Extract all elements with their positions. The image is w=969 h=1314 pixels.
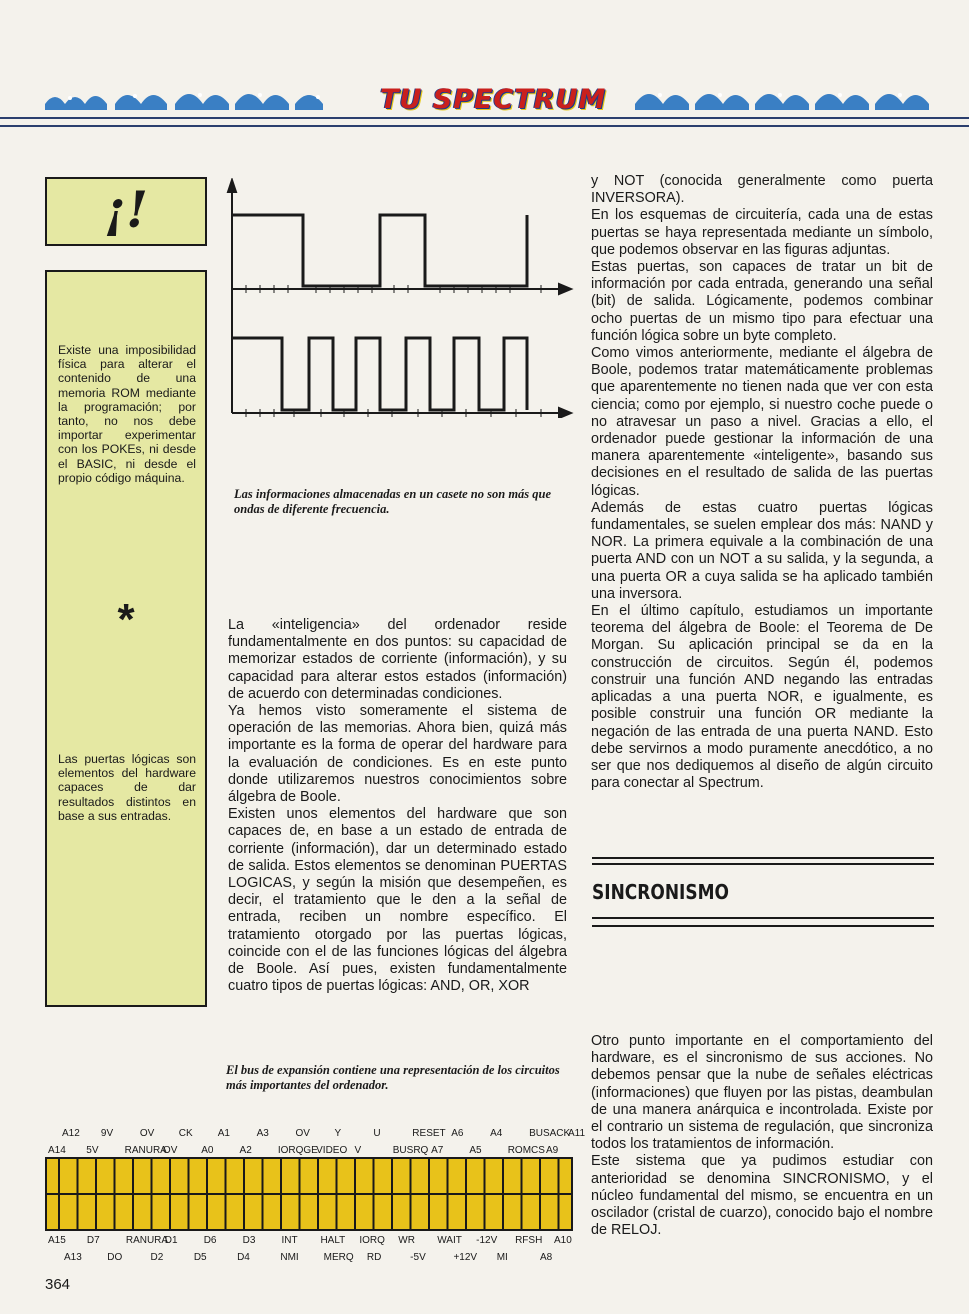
bus-pin-label: A2	[239, 1145, 252, 1156]
sidebar-text-rom: Existe una imposibilidad física para alterar el contenido de una memoria ROM mediante la programación; por tanto, no nos debe importar experimentar con los POKEs, ni desde el BASIC, ni desde el propio código máquina.	[58, 343, 196, 485]
bus-pin-label: BUSACK	[529, 1128, 571, 1139]
paragraph: Como vimos anteriormente, mediante el álgebra de Boole, podemos tratar matemáticamente problemas que aparentemente no tienen nada que ver con esta ciencia; como por ejemplo, si nuestro coche puede o no atravesar un paso a nivel. Gracias a ello, el ordenador puede gestionar la información de una manera aparentemente «inteligente», basando sus decisiones en el resultado de salida de las puertas lógicas.	[591, 345, 933, 499]
bus-pin-label: D7	[86, 1235, 100, 1246]
bus-pin-label: A7	[431, 1145, 444, 1156]
right-column-text	[591, 173, 933, 792]
bus-pin-label: A14	[48, 1145, 66, 1156]
paragraph: Existen unos elementos del hardware que son capaces de, en base a un estado de entrada de corriente (información), dar un determinado estado de salida. Estos elementos se denominan PUERTAS LOGICAS, y según la misión que desempeñen, es decir, el tratamiento que le den a la señal de entrada, reciben un nombre específico. El tratamiento otorgado por las puertas lógicas, coincide con el de las funciones lógicas del álgebra de Boole. Así pues, existen fundamentalmente cuatro tipos de puertas lógicas: AND, OR, XOR	[228, 806, 567, 995]
middle-column-text	[228, 617, 567, 995]
bus-pin-label: A10	[554, 1235, 572, 1246]
wave-figure-caption: Las informaciones almacenadas en un casete no son más que ondas de diferente frecuencia.	[234, 487, 552, 516]
paragraph: Además de estas cuatro puertas lógicas fundamentales, se suelen emplear dos más: NAND y NOR. La primera equivale a la combinación de una puerta AND con un NOT a su salida, y la segunda, a una puerta OR a cuya salida se ha aplicado también una inversora.	[591, 499, 933, 602]
paragraph: Estas puertas, son capaces de tratar un bit de información por cada entrada, generando una señal (bit) de salida. Lógicamente, podemos combinar ocho puertas de un mismo tipo para efectuar una función lógica sobre un byte completo.	[591, 259, 933, 344]
bus-pin-label: A15	[48, 1235, 66, 1246]
bus-pin-label: U	[373, 1128, 381, 1139]
bus-pin-label: +12V	[453, 1252, 478, 1263]
bus-pin-label: MERQ	[323, 1252, 354, 1263]
sidebar-box	[45, 270, 207, 1007]
bus-pin-label: IORQ	[359, 1235, 385, 1246]
bus-pin-label: ROMCS	[507, 1145, 545, 1156]
bus-pin-label: HALT	[320, 1235, 346, 1246]
paragraph: En el último capítulo, estudiamos un importante teorema del álgebra de Boole: el Teorema de De Morgan. Su aplicación principal se da en la construcción de circuitos. Según él, podemos construir una función AND negando las entradas aplicadas a una puerta NOR, e igualmente, es posible construir una función OR mediante la negación de las entrada de una puerta NAND. Esto debe servirnos a modo puramente anecdótico, a no ser que nos dediquemos al diseño de algún circuito para conectar al Spectrum.	[591, 603, 933, 792]
bus-pin-label: -12V	[476, 1235, 498, 1246]
bus-pin-label: WAIT	[437, 1235, 462, 1246]
bus-pin-label: RFSH	[515, 1235, 543, 1246]
section-rule	[592, 863, 934, 865]
asterisk-icon: *	[117, 595, 135, 644]
bus-pin-label: A3	[256, 1128, 269, 1139]
bus-pin-label: A5	[469, 1145, 482, 1156]
bus-pin-label: OV	[295, 1128, 310, 1139]
paragraph: La «inteligencia» del ordenador reside fundamentalmente en dos puntos: su capacidad de memorizar estados de corriente (información), y su capacidad para alterar estos estados (información) de acuerdo con determinadas condiciones.	[228, 617, 567, 702]
section-heading: SINCRONISMO	[592, 880, 729, 904]
bus-pin-label: D3	[242, 1235, 256, 1246]
bus-connector-icon	[45, 1157, 585, 1233]
bus-pin-label: D5	[193, 1252, 207, 1263]
arrow-right-icon	[559, 408, 571, 418]
bus-pin-label: RANURA	[125, 1235, 169, 1246]
bus-pin-label: CK	[178, 1128, 193, 1139]
exclaim-mark: ¡!	[104, 180, 148, 239]
bus-pin-label: OV	[139, 1128, 155, 1139]
bus-labels-row1	[45, 1128, 585, 1140]
wave-high-frequency	[232, 338, 527, 410]
paragraph: Otro punto importante en el comportamiento del hardware, es el sincronismo de sus acciones. No debemos pensar que la nube de señales eléctricas (informaciones) que fluyen por las pistas, deambulan de una manera anárquica e incontrolada. Existe por el contrario un sistema de regulación, que sincroniza todos los tratamientos de información.	[591, 1033, 933, 1153]
bus-pin-label: WR	[398, 1235, 415, 1246]
bus-pin-label: A13	[64, 1252, 82, 1263]
bus-pin-label: A11	[568, 1128, 586, 1139]
bus-pin-label: BUSRQ	[392, 1145, 429, 1156]
bus-labels-row2	[45, 1145, 585, 1157]
bus-pin-label: D2	[150, 1252, 164, 1263]
bus-pin-label: A9	[546, 1145, 559, 1156]
bus-pin-label: VIDEO	[316, 1145, 348, 1156]
header-rule	[0, 125, 969, 127]
arrow-right-icon	[559, 284, 571, 294]
bus-pin-label: IORQGE	[277, 1145, 318, 1156]
bus-pin-label: D6	[203, 1235, 217, 1246]
bus-pin-label: A0	[201, 1145, 214, 1156]
section-rule	[592, 917, 934, 919]
bus-pin-label: D1	[164, 1235, 178, 1246]
sincronismo-text	[591, 1033, 933, 1239]
wave-low-frequency	[232, 215, 527, 286]
bus-caption: El bus de expansión contiene una representación de los circuitos más importantes del ordenador.	[226, 1063, 560, 1092]
sidebar-exclaim-box	[45, 177, 207, 246]
bus-pin-label: Y	[334, 1128, 342, 1139]
paragraph: Ya hemos visto someramente el sistema de operación de las memorias. Ahora bien, quizá más importante es la forma de operar del hardware para la evaluación de condiciones. Es en este punto donde utilizaremos nuestros conocimientos sobre álgebra de Boole.	[228, 703, 567, 806]
page-number: 364	[45, 1276, 71, 1293]
bus-pin-label: RESET	[412, 1128, 446, 1139]
bus-pin-label: V	[354, 1145, 362, 1156]
sidebar-text-gates: Las puertas lógicas son elementos del hardware capaces de dar resultados distintos en base a sus entradas.	[58, 752, 196, 823]
page-title: TU SPECTRUM	[380, 84, 607, 115]
axis-arrow-icon	[228, 180, 236, 192]
section-rule	[592, 857, 934, 859]
square-wave-figure	[226, 178, 576, 418]
bus-pin-label: MI	[496, 1252, 508, 1263]
bus-pin-label: INT	[281, 1235, 298, 1246]
paragraph: y NOT (conocida generalmente como puerta INVERSORA).	[591, 173, 933, 207]
bus-pin-label: NMI	[280, 1252, 299, 1263]
expansion-bus-diagram	[45, 1125, 585, 1270]
bus-pin-label: 5V	[86, 1145, 99, 1156]
bus-pin-label: A1	[217, 1128, 230, 1139]
bus-labels-row4	[45, 1252, 585, 1264]
bus-pin-label: RANURA	[124, 1145, 167, 1156]
bus-pin-label: DO	[107, 1252, 123, 1263]
bus-pin-label: A4	[490, 1128, 503, 1139]
section-rule	[592, 925, 934, 927]
bus-pin-label: -5V	[410, 1252, 426, 1263]
bus-pin-label: OV	[162, 1145, 178, 1156]
paragraph: Este sistema que ya pudimos estudiar con anterioridad se denomina SINCRONISMO, y el núcleo fundamental del mismo, se encuentra en un oscilador (cristal de cuarzo), conocido bajo el nombre de RELOJ.	[591, 1153, 933, 1239]
bus-labels-row3	[45, 1235, 585, 1247]
bus-pin-label: A8	[540, 1252, 553, 1263]
paragraph: En los esquemas de circuitería, cada una de estas puertas se haya representada mediante un símbolo, que podemos observar en las figuras adjuntas.	[591, 207, 933, 258]
header-rule	[0, 117, 969, 119]
bus-pin-label: A12	[62, 1128, 80, 1139]
bus-pin-label: RD	[366, 1252, 382, 1263]
bus-pin-label: A6	[451, 1128, 464, 1139]
bus-pin-label: D4	[237, 1252, 250, 1263]
bus-pin-label: 9V	[100, 1128, 114, 1139]
